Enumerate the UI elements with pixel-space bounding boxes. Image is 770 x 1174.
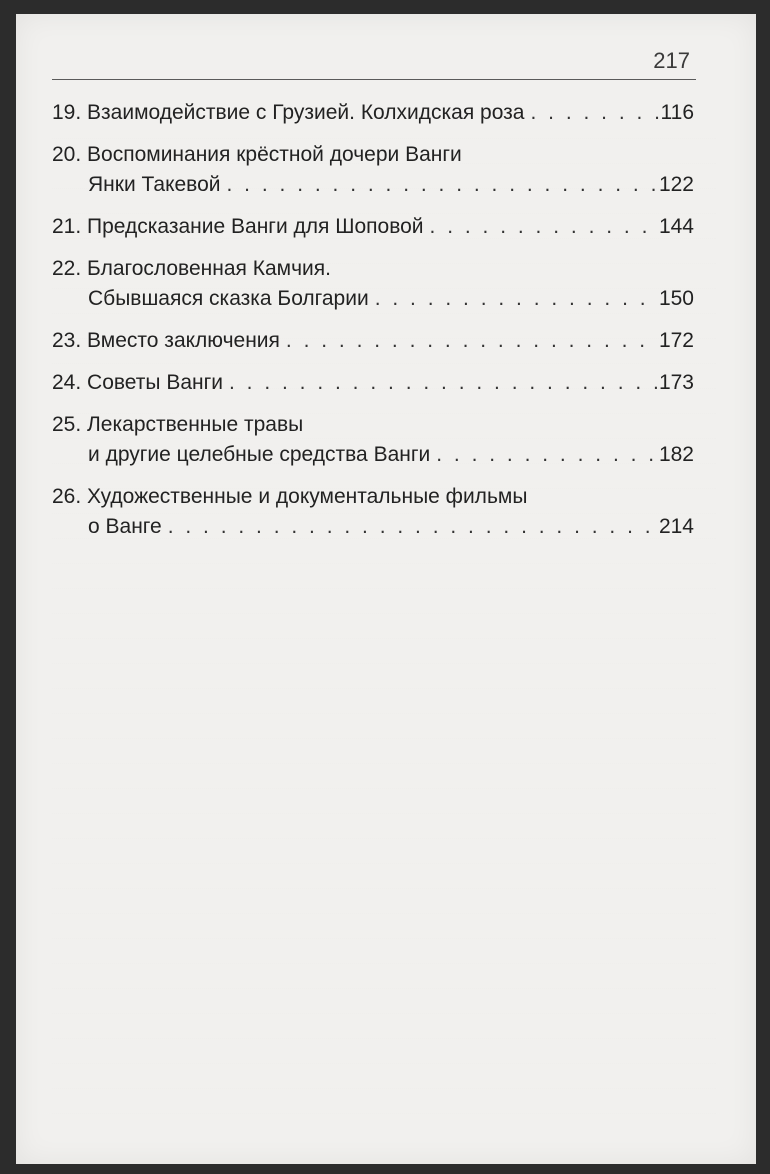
show-through-line <box>52 889 716 914</box>
toc-leader <box>286 326 657 356</box>
toc-entry <box>52 98 694 128</box>
toc-title: 26. Художественные и документальные фильмы <box>52 485 528 508</box>
show-through-line <box>52 714 716 739</box>
toc-title: 20. Воспоминания крёстной дочери Ванги <box>52 143 462 166</box>
show-through-line <box>52 789 716 814</box>
show-through-line <box>52 964 716 989</box>
toc-page: 214 <box>658 515 694 538</box>
show-through-line <box>52 1114 716 1124</box>
toc-line <box>52 254 694 284</box>
toc-line <box>52 512 694 542</box>
toc-entry <box>52 254 694 314</box>
show-through-line <box>52 864 716 889</box>
toc-line <box>52 140 694 170</box>
show-through-line <box>52 1089 716 1114</box>
toc-page: 144 <box>658 215 694 238</box>
show-through-line <box>52 639 716 664</box>
toc-page: 172 <box>658 329 694 352</box>
show-through-line <box>52 589 716 614</box>
toc-leader <box>430 212 657 242</box>
toc-page: 150 <box>658 287 694 310</box>
table-of-contents <box>52 98 694 554</box>
toc-title: и другие целебные средства Ванги <box>88 443 431 466</box>
toc-title: Сбывшаяся сказка Болгарии <box>88 287 369 310</box>
toc-leader <box>436 440 657 470</box>
header-rule <box>52 79 696 80</box>
toc-page: 122 <box>658 173 694 196</box>
toc-line <box>52 368 694 398</box>
show-through-line <box>52 614 716 639</box>
toc-page: 173 <box>658 371 694 394</box>
toc-page: 182 <box>658 443 694 466</box>
toc-line <box>52 212 694 242</box>
show-through-line <box>52 914 716 939</box>
show-through-line <box>52 989 716 1014</box>
toc-line <box>52 98 694 128</box>
toc-title: 24. Советы Ванги <box>52 371 223 394</box>
toc-leader <box>229 368 657 398</box>
toc-leader <box>168 512 657 542</box>
toc-leader <box>375 284 657 314</box>
toc-title: Янки Такевой <box>88 173 221 196</box>
toc-title: 19. Взаимодействие с Грузией. Колхидская роза <box>52 101 525 124</box>
show-through-line <box>52 1039 716 1064</box>
toc-entry <box>52 482 694 542</box>
toc-entry <box>52 368 694 398</box>
toc-leader <box>227 170 657 200</box>
toc-line <box>52 482 694 512</box>
toc-line <box>52 440 694 470</box>
toc-line <box>52 326 694 356</box>
toc-title: 25. Лекарственные травы <box>52 413 304 436</box>
toc-title: о Ванге <box>88 515 162 538</box>
toc-entry <box>52 410 694 470</box>
toc-page: 116 <box>660 101 694 124</box>
toc-entry <box>52 140 694 200</box>
toc-line <box>52 170 694 200</box>
toc-title: 23. Вместо заключения <box>52 329 280 352</box>
page-number: 217 <box>653 48 690 73</box>
toc-entry <box>52 212 694 242</box>
show-through-line <box>52 939 716 964</box>
show-through-line <box>52 564 716 589</box>
show-through-line <box>52 1014 716 1039</box>
show-through-line <box>52 839 716 864</box>
show-through-line <box>52 1064 716 1089</box>
toc-entry <box>52 326 694 356</box>
show-through-line <box>52 764 716 789</box>
toc-title: 22. Благословенная Камчия. <box>52 257 331 280</box>
show-through-line <box>52 689 716 714</box>
show-through-line <box>52 814 716 839</box>
show-through-line <box>52 664 716 689</box>
toc-leader <box>530 98 658 128</box>
show-through-line <box>52 739 716 764</box>
toc-line <box>52 284 694 314</box>
toc-line <box>52 410 694 440</box>
toc-title: 21. Предсказание Ванги для Шоповой <box>52 215 424 238</box>
book-page <box>16 14 756 1164</box>
